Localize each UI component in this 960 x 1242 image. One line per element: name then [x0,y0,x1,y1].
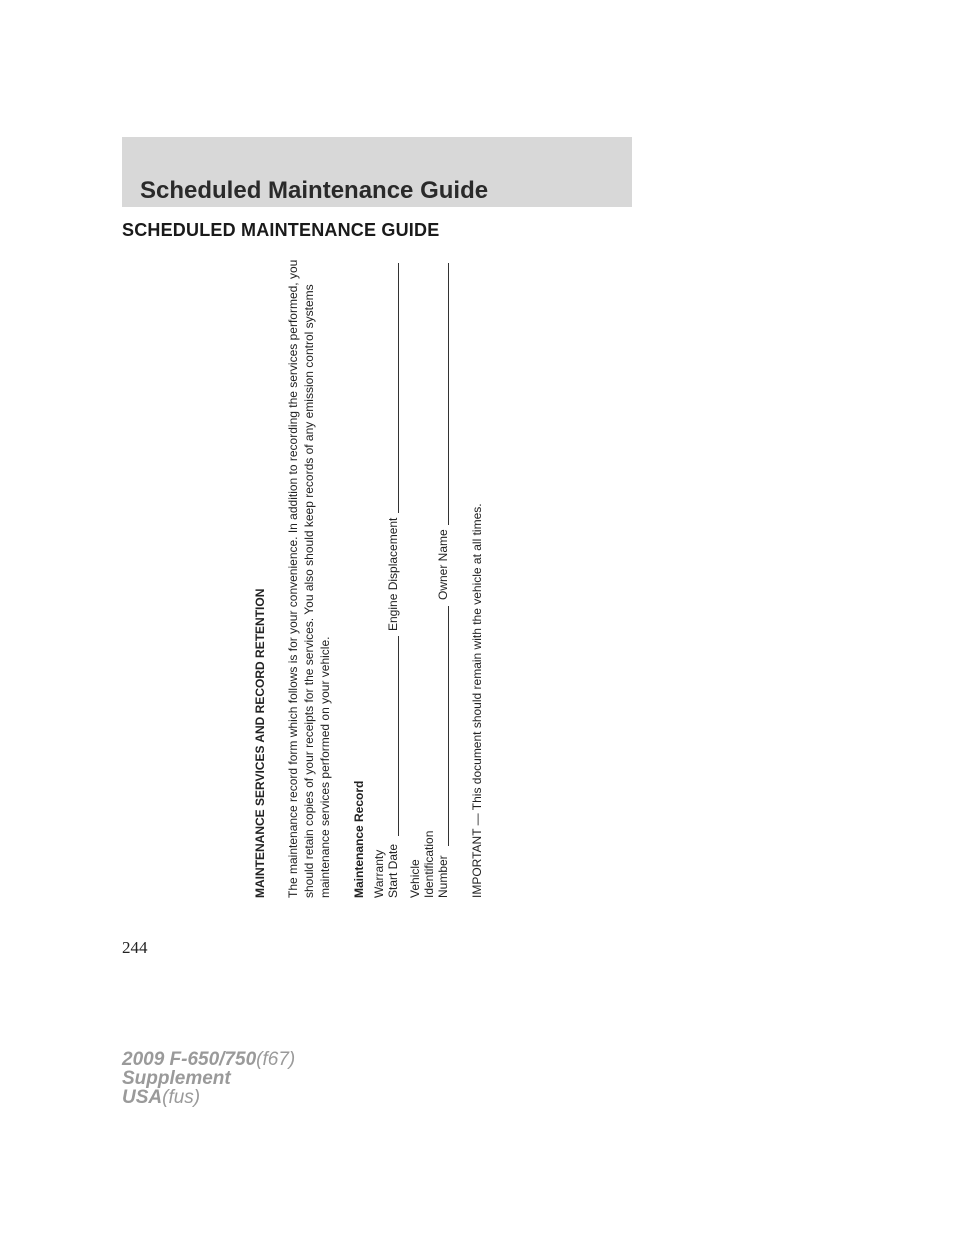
maintenance-record-subheading: Maintenance Record [352,780,366,898]
important-note: IMPORTANT — This document should remain with the vehicle at all times. [470,503,484,898]
engine-displacement-line[interactable] [398,263,399,513]
owner-name-label: Owner Name [436,529,450,600]
footer [122,1050,295,1107]
warranty-start-date-line[interactable] [398,636,399,836]
footer-model-code: (f67) [256,1049,296,1070]
header-title: Scheduled Maintenance Guide [140,177,489,204]
footer-market: USA [122,1087,163,1108]
page-number: 244 [122,938,148,957]
footer-model: 2009 F-650/750 [122,1049,257,1070]
engine-displacement-label: Engine Displacement [386,517,400,631]
footer-market-code: (fus) [162,1087,201,1108]
vin-line[interactable] [448,606,449,846]
header-band [122,137,632,207]
maintenance-record-block [252,238,492,898]
record-paragraph: The maintenance record form which follows is for your convenience. In addition to recording the services performed, you should retain copies of your receipts for the services. You also should keep records of any emission control systems maintenance services performed on your vehicle. [286,259,332,898]
owner-name-line[interactable] [448,263,449,525]
footer-supplement: Supplement [122,1068,231,1089]
section-title: SCHEDULED MAINTENANCE GUIDE [122,220,440,240]
warranty-start-date-label: Warranty Start Date [372,843,400,898]
vin-label: Vehicle Identification Number [408,830,450,898]
record-heading: MAINTENANCE SERVICES AND RECORD RETENTION [253,588,267,898]
